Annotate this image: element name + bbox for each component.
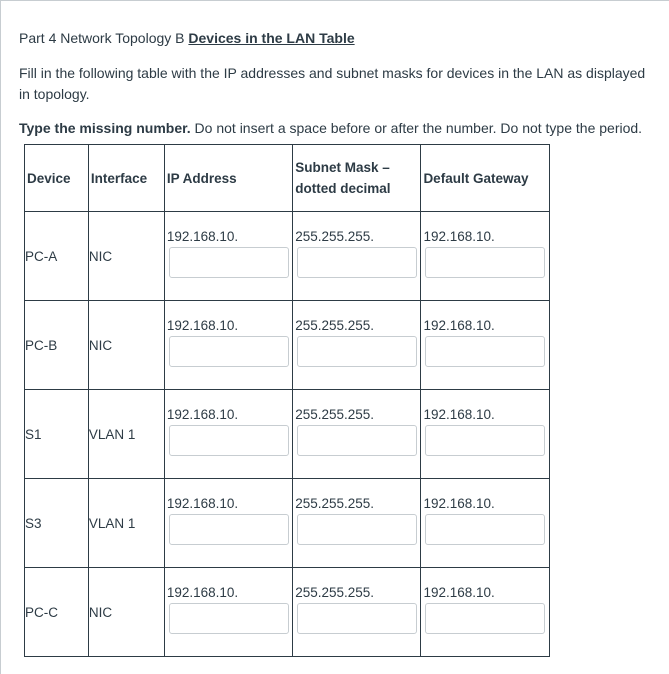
- table-row: [25, 479, 550, 568]
- mask-prefix: 255.255.255.: [295, 585, 375, 600]
- ip-prefix: 192.168.10.: [166, 318, 239, 333]
- table-row: [25, 301, 550, 390]
- gateway-input[interactable]: [425, 425, 545, 456]
- ip-cell: [164, 479, 292, 568]
- header-ip-address: IP Address: [164, 145, 292, 212]
- mask-prefix: 255.255.255.: [295, 318, 375, 333]
- gateway-prefix: 192.168.10.: [423, 318, 495, 333]
- gateway-input[interactable]: [425, 247, 545, 278]
- lan-table: [24, 144, 550, 657]
- ip-input[interactable]: [169, 425, 289, 456]
- gateway-cell: [421, 212, 550, 301]
- ip-prefix: 192.168.10.: [166, 496, 239, 511]
- mask-prefix: 255.255.255.: [295, 407, 375, 422]
- ip-prefix: 192.168.10.: [166, 229, 239, 244]
- mask-cell: [293, 479, 421, 568]
- mask-cell: [293, 568, 421, 657]
- gateway-input[interactable]: [425, 603, 545, 634]
- ip-cell: [164, 390, 292, 479]
- title-prefix: Part 4 Network Topology B: [19, 30, 189, 46]
- mask-input[interactable]: [297, 514, 417, 545]
- ip-input[interactable]: [169, 247, 289, 278]
- gateway-input[interactable]: [425, 336, 545, 367]
- row-interface: NIC: [88, 212, 164, 301]
- header-mask-line1: Subnet Mask –: [295, 160, 390, 175]
- gateway-cell: [421, 479, 550, 568]
- row-device: S3: [25, 479, 89, 568]
- row-interface: VLAN 1: [88, 479, 164, 568]
- row-device: PC-C: [25, 568, 89, 657]
- row-interface: NIC: [88, 568, 164, 657]
- ip-prefix: 192.168.10.: [166, 407, 239, 422]
- gateway-prefix: 192.168.10.: [423, 407, 495, 422]
- header-interface: Interface: [88, 145, 164, 212]
- question-title: [19, 29, 659, 47]
- mask-prefix: 255.255.255.: [295, 229, 375, 244]
- row-device: PC-A: [25, 212, 89, 301]
- title-link[interactable]: Devices in the LAN Table: [188, 30, 355, 46]
- table-row: [25, 568, 550, 657]
- header-device: Device: [25, 145, 89, 212]
- mask-cell: [293, 212, 421, 301]
- ip-input[interactable]: [169, 514, 289, 545]
- ip-input[interactable]: [169, 603, 289, 634]
- ip-input[interactable]: [169, 336, 289, 367]
- gateway-prefix: 192.168.10.: [423, 585, 495, 600]
- gateway-prefix: 192.168.10.: [423, 229, 495, 244]
- mask-input[interactable]: [297, 336, 417, 367]
- table-header-row: [25, 145, 550, 212]
- question-content: [19, 29, 659, 152]
- row-interface: VLAN 1: [88, 390, 164, 479]
- mask-prefix: 255.255.255.: [295, 496, 375, 511]
- row-device: S1: [25, 390, 89, 479]
- ip-prefix: 192.168.10.: [166, 585, 239, 600]
- mask-input[interactable]: [297, 603, 417, 634]
- ip-cell: [164, 568, 292, 657]
- frame-border-top: [0, 0, 669, 1]
- mask-input[interactable]: [297, 425, 417, 456]
- header-default-gateway: Default Gateway: [421, 145, 550, 212]
- table-row: [25, 390, 550, 479]
- ip-cell: [164, 212, 292, 301]
- gateway-cell: [421, 301, 550, 390]
- gateway-input[interactable]: [425, 514, 545, 545]
- mask-cell: [293, 301, 421, 390]
- table-row: [25, 212, 550, 301]
- instruction-text: Fill in the following table with the IP addresses and subnet masks for devices in the LAN as displayed in topology.: [19, 65, 646, 102]
- row-device: PC-B: [25, 301, 89, 390]
- instruction-note-rest: Do not insert a space before or after the number. Do not type the period.: [190, 120, 643, 136]
- mask-input[interactable]: [297, 247, 417, 278]
- instruction-note: [19, 118, 659, 139]
- gateway-cell: [421, 568, 550, 657]
- mask-cell: [293, 390, 421, 479]
- header-mask-line2: dotted decimal: [295, 181, 391, 196]
- header-subnet-mask: [293, 145, 421, 212]
- row-interface: NIC: [88, 301, 164, 390]
- ip-cell: [164, 301, 292, 390]
- gateway-cell: [421, 390, 550, 479]
- gateway-prefix: 192.168.10.: [423, 496, 495, 511]
- instruction-note-bold: Type the missing number.: [19, 120, 191, 136]
- frame-border-left: [0, 0, 1, 674]
